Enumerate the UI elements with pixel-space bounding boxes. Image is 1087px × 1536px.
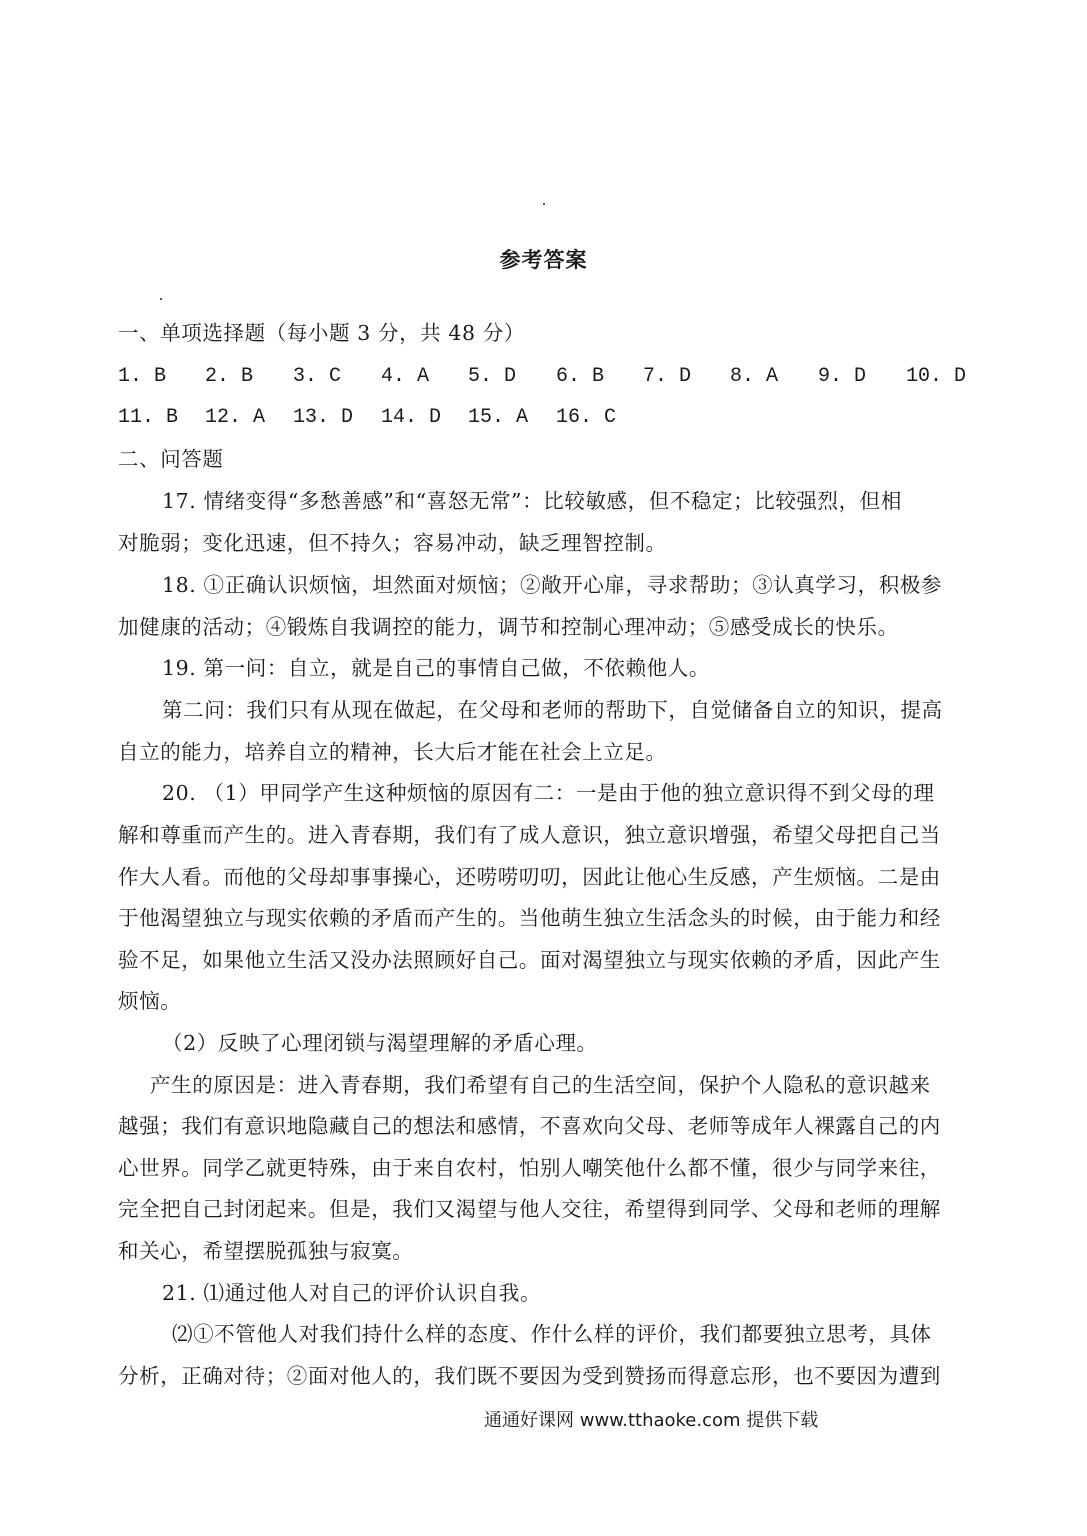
answer-20-line-3: 作大人看。而他的父母却事事操心，还唠唠叨叨，因此让他心生反感，产生烦恼。二是由 xyxy=(118,865,941,889)
answer-item: 11. B xyxy=(118,406,179,429)
answer-20-part2-line-5: 完全把自己封闭起来。但是，我们又渴望与他人交往，希望得到同学、父母和老师的理解 xyxy=(118,1197,941,1221)
answer-item: 5. D xyxy=(468,365,517,388)
page-title: 参考答案 xyxy=(499,248,588,272)
answer-item: 16. C xyxy=(556,406,617,429)
answer-19-line-1: 19. 第一问：自立，就是自己的事情自己做，不依赖他人。 xyxy=(162,656,710,680)
answer-21-line-1: 21. ⑴通过他人对自己的评价认识自我。 xyxy=(162,1281,542,1305)
answer-18-line-2: 加健康的活动；④锻炼自我调控的能力，调节和控制心理冲动；⑤感受成长的快乐。 xyxy=(118,615,899,639)
answer-item: 14. D xyxy=(381,406,442,429)
answer-17-line-1: 17. 情绪变得“多愁善感”和“喜怒无常”：比较敏感，但不稳定；比较强烈，但相 xyxy=(162,489,902,513)
answer-20-line-4: 于他渴望独立与现实依赖的矛盾而产生的。当他萌生独立生活念头的时候，由于能力和经 xyxy=(118,906,941,930)
section-heading-choice: 一、单项选择题（每小题 3 分，共 48 分） xyxy=(118,321,525,345)
answer-20-line-1: 20. （1）甲同学产生这种烦恼的原因有二：一是由于他的独立意识得不到父母的理 xyxy=(162,781,935,805)
answer-20-part2-line-4: 心世界。同学乙就更特殊，由于来自农村，怕别人嘲笑他什么都不懂，很少与同学来往， xyxy=(118,1156,941,1180)
answer-20-line-6: 烦恼。 xyxy=(118,989,182,1013)
answer-item: 12. A xyxy=(205,406,266,429)
answer-item: 8. A xyxy=(730,365,779,388)
scan-speck xyxy=(543,203,545,205)
scan-speck xyxy=(160,298,162,300)
answer-item: 13. D xyxy=(293,406,354,429)
answer-item: 10. D xyxy=(906,365,967,388)
answer-21-line-2: ⑵①不管他人对我们持什么样的态度、作什么样的评价，我们都要独立思考，具体 xyxy=(172,1322,932,1346)
answer-20-part2-line-6: 和关心，希望摆脱孤独与寂寞。 xyxy=(118,1239,414,1263)
answer-18-line-1: 18. ①正确认识烦恼，坦然面对烦恼；②敞开心扉，寻求帮助；③认真学习，积极参 xyxy=(162,573,943,597)
answer-21-line-3: 分析，正确对待；②面对他人的，我们既不要因为受到赞扬而得意忘形，也不要因为遭到 xyxy=(118,1364,941,1388)
answer-20-line-2: 解和尊重而产生的。进入青春期，我们有了成人意识，独立意识增强，希望父母把自己当 xyxy=(118,823,941,847)
answer-20-part2-line-2: 产生的原因是：进入青春期，我们希望有自己的生活空间，保护个人隐私的意识越来 xyxy=(150,1073,931,1097)
section-heading-qa: 二、问答题 xyxy=(118,447,224,471)
answer-item: 1. B xyxy=(118,365,167,388)
answer-item: 15. A xyxy=(468,406,529,429)
answer-item: 4. A xyxy=(381,365,430,388)
answer-item: 6. B xyxy=(556,365,605,388)
answer-19-line-2: 第二问：我们只有从现在做起，在父母和老师的帮助下，自觉储备自立的知识，提高 xyxy=(162,698,943,722)
answer-20-part2-line-3: 越强；我们有意识地隐藏自己的想法和感情，不喜欢向父母、老师等成年人裸露自己的内 xyxy=(118,1114,941,1138)
answer-20-part2-line-1: （2）反映了心理闭锁与渴望理解的矛盾心理。 xyxy=(162,1031,598,1055)
page-footer: 通通好课网 www.tthaoke.com 提供下载 xyxy=(484,1410,819,1431)
answer-19-line-3: 自立的能力，培养自立的精神，长大后才能在社会上立足。 xyxy=(118,740,667,764)
answer-20-line-5: 验不足，如果他立生活又没办法照顾好自己。面对渴望独立与现实依赖的矛盾，因此产生 xyxy=(118,948,941,972)
answer-item: 7. D xyxy=(643,365,692,388)
answer-item: 9. D xyxy=(818,365,867,388)
answer-item: 2. B xyxy=(205,365,254,388)
answer-item: 3. C xyxy=(293,365,342,388)
answer-17-line-2: 对脆弱；变化迅速，但不持久；容易冲动，缺乏理智控制。 xyxy=(118,531,667,555)
